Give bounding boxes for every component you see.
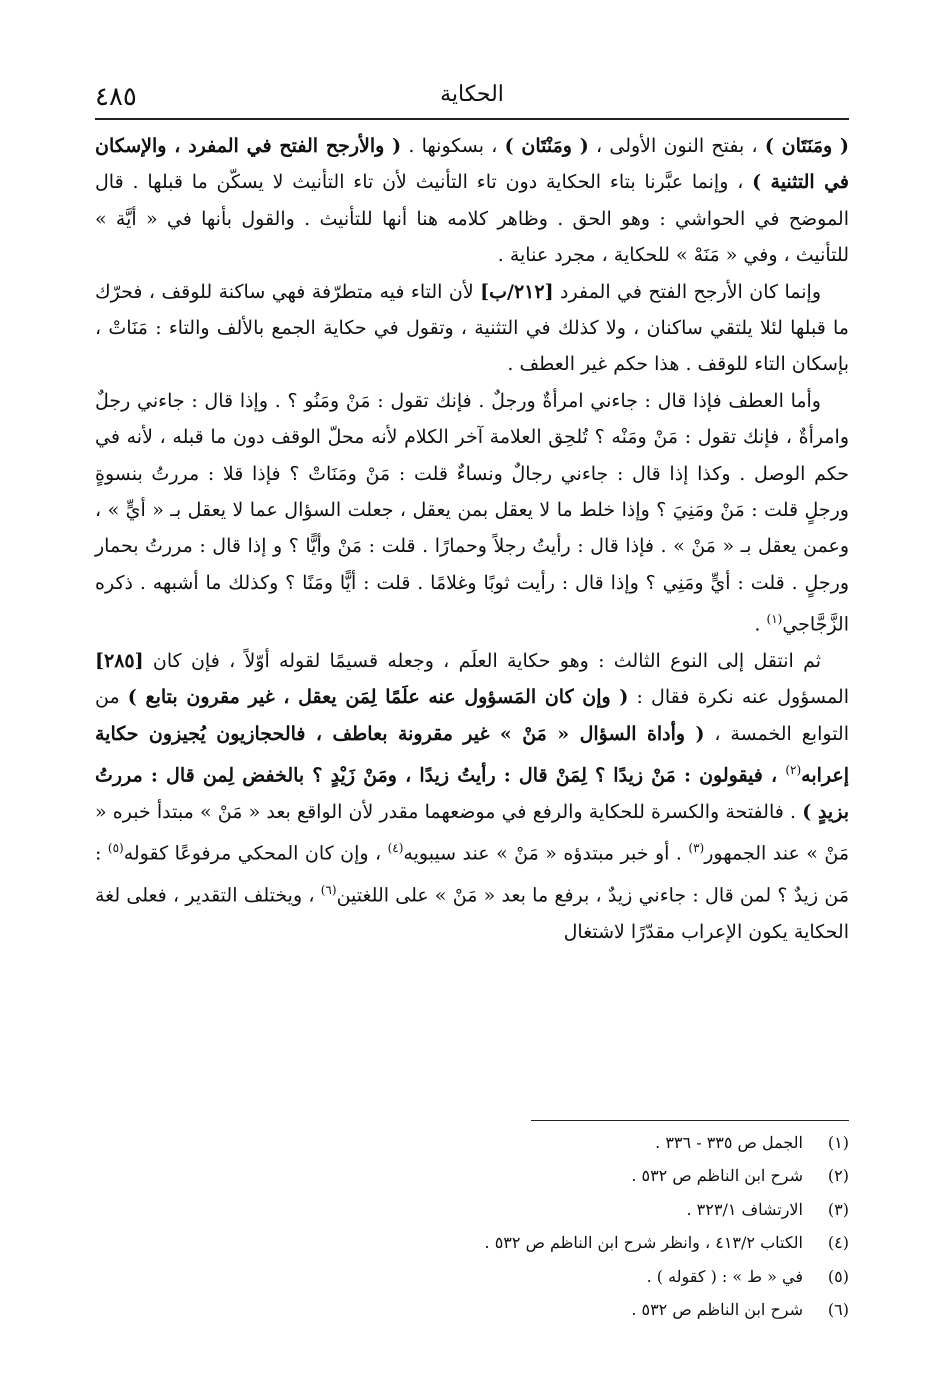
footnote — [95, 1126, 849, 1159]
text-run: وإنما كان الأرجح الفتح في المفرد — [553, 280, 822, 303]
text-run: وأما العطف فإذا قال : جاءني امرأةٌ ورجلٌ . فإنك تقول : مَنْ ومَنُو ؟ . وإذا قال : جاءني رجلٌ وامرأةٌ ، فإنك تقول : مَنْ ومَنْه ؟ تُلحِق العلامة آخر الكلام لأنه محلّ الوقف دون ما قبله ، لأنه في حكم الوصل . وكذا إذا قال : جاءني رجالٌ ونساءٌ قلت : مَنْ ومَنَاتْ ؟ فإذا قلا : مررتُ بنسوةٍ ورجلٍ قلت : مَنْ ومَنِيَ ؟ وإذا خلط ما لا يعقل بمن يعقل ، جعلت السؤال عما لا يعقل بـ « أيٍّ » ، وعمن يعقل بـ « مَنْ » . فإذا قال : رأيتُ رجلاً وحمارًا . قلت : مَنْ وأيًّا ؟ و إذا قال : مررتُ بحمار ورجلٍ . قلت : أيٍّ ومَنِي ؟ وإذا قال : رأيت ثوبًا وغلامًا . قلت : أيًّا ومَنًا ؟ وكذلك ما أشبهه . ذكره الزَّجَّاجي — [95, 389, 849, 636]
bold-text: ( والأرجح الفتح في المفرد ، والإسكان في التثنية ) — [95, 135, 850, 194]
text-run: ، ويختلف التقدير ، فعلى لغة الحكاية يكون الإعراب مقدّرًا لاشتغال — [95, 884, 849, 943]
text-run: ، وإن كان المحكي مرفوعًا كقوله — [123, 842, 388, 865]
footnotes — [95, 1126, 849, 1326]
footnote-marker: (٣) — [688, 841, 705, 856]
footnote-marker: (٢) — [785, 763, 802, 778]
footnote-divider — [531, 1120, 849, 1121]
footnote-marker: (٥) — [107, 841, 124, 856]
bold-text: [٢٨٥] — [95, 650, 144, 673]
text-run: ، بسكونها . — [401, 135, 505, 157]
footnote-marker: (٤) — [387, 841, 404, 856]
paragraph — [95, 274, 849, 383]
footnote — [95, 1226, 849, 1259]
bold-text: ( ومَنَتَان ) — [764, 135, 850, 157]
footnote-number: (٣) — [827, 1199, 849, 1219]
bold-text: ( وإن كان المَسؤول عنه علَمًا لِمَن يعقل ، غير مقرون بتابع ) — [127, 686, 629, 709]
paragraph — [95, 128, 849, 274]
text-run: ، بفتح النون الأولى ، — [588, 135, 765, 157]
text-run: . أو خبر مبتدؤه « مَنْ » عند سيبويه — [403, 842, 689, 865]
footnote-number: (٦) — [827, 1300, 849, 1320]
text-run: ، وإنما عبَّرنا بتاء الحكاية دون تاء التأنيث لأن تاء التأنيث لا يسكّن ما قبلها . قال الموضح في الحواشي : وهو الحق . وظاهر كلامه هنا أنها للتأنيث . والقول بأنها في « أيَّة » للتأنيث ، وفي « مَنَهْ » للحكاية ، مجرد عناية . — [95, 171, 849, 267]
footnote-number: (٤) — [827, 1233, 849, 1253]
page-header — [95, 78, 849, 120]
paragraph — [95, 643, 849, 950]
footnote-text: الارتشاف ٣٢٣/١ . — [686, 1199, 803, 1219]
bold-text: ( وأداة السؤال « مَنْ » غير مقرونة بعاطف ، فالحجازيون يُجيزون حكاية إعرابه — [95, 722, 849, 787]
footnote-marker: (١) — [766, 612, 783, 627]
footnote — [95, 1293, 849, 1326]
footnote — [95, 1260, 849, 1293]
main-text — [95, 128, 849, 950]
footnote-number: (٢) — [827, 1166, 849, 1186]
footnote-text: شرح ابن الناظم ص ٥٣٢ . — [631, 1300, 803, 1320]
text-run: من التوابع الخمسة ، — [95, 686, 849, 745]
footnote-text: الكتاب ٤١٣/٢ ، وانظر شرح ابن الناظم ص ٥٣٢ . — [484, 1233, 803, 1253]
text-run: لأن التاء فيه متطرّفة فهي ساكنة للوقف ، فحرّك ما قبلها لئلا يلتقي ساكنان ، ولا كذلك في التثنية ، وتقول في حكاية الجمع بالألف والتاء : مَنَاتْ ، بإسكان التاء للوقف . هذا حكم غير العطف . — [95, 280, 849, 376]
footnote-text: شرح ابن الناظم ص ٥٣٢ . — [631, 1166, 803, 1186]
bold-text: [٢١٢/ب] — [480, 280, 554, 303]
footnote-number: (١) — [827, 1133, 849, 1152]
text-run: : مَن زيدٌ ؟ لمن قال : جاءني زيدٌ ، برفع ما بعد « مَنْ » على اللغتين — [95, 842, 849, 907]
footnote-text: الجمل ص ٣٣٥ - ٣٣٦ . — [655, 1133, 803, 1152]
footnote-text: في « ط » : ( كقوله ) . — [646, 1266, 803, 1286]
page-number: ٤٨٥ — [95, 82, 137, 112]
text-run: . — [754, 613, 767, 636]
footnote-marker: (٦) — [320, 883, 337, 898]
text-run: . فالفتحة والكسرة للحكاية والرفع في موضعهما مقدر لأن الواقع بعد « مَنْ » مبتدأ خبره « مَنْ » عند الجمهور — [95, 800, 849, 865]
running-title: الحكاية — [440, 82, 504, 107]
bold-text: ( ومَنْتَان ) — [504, 135, 589, 157]
footnote — [95, 1159, 849, 1192]
footnote — [95, 1193, 849, 1226]
bold-text: ، فيقولون : مَنْ زيدًا ؟ لِمَنْ قال : رأيتُ زيدًا ، ومَنْ زَيْدٍ ؟ بالخفض لِمن قال : مررتُ بزيدٍ ) — [95, 764, 849, 823]
text-run: المسؤول عنه نكرة فقال : — [628, 686, 849, 709]
text-run: ثم انتقل إلى النوع الثالث : وهو حكاية العلَم ، وجعله قسيمًا لقوله أوّلاً ، فإن كان — [143, 650, 821, 673]
footnote-number: (٥) — [827, 1266, 849, 1286]
paragraph — [95, 383, 849, 643]
